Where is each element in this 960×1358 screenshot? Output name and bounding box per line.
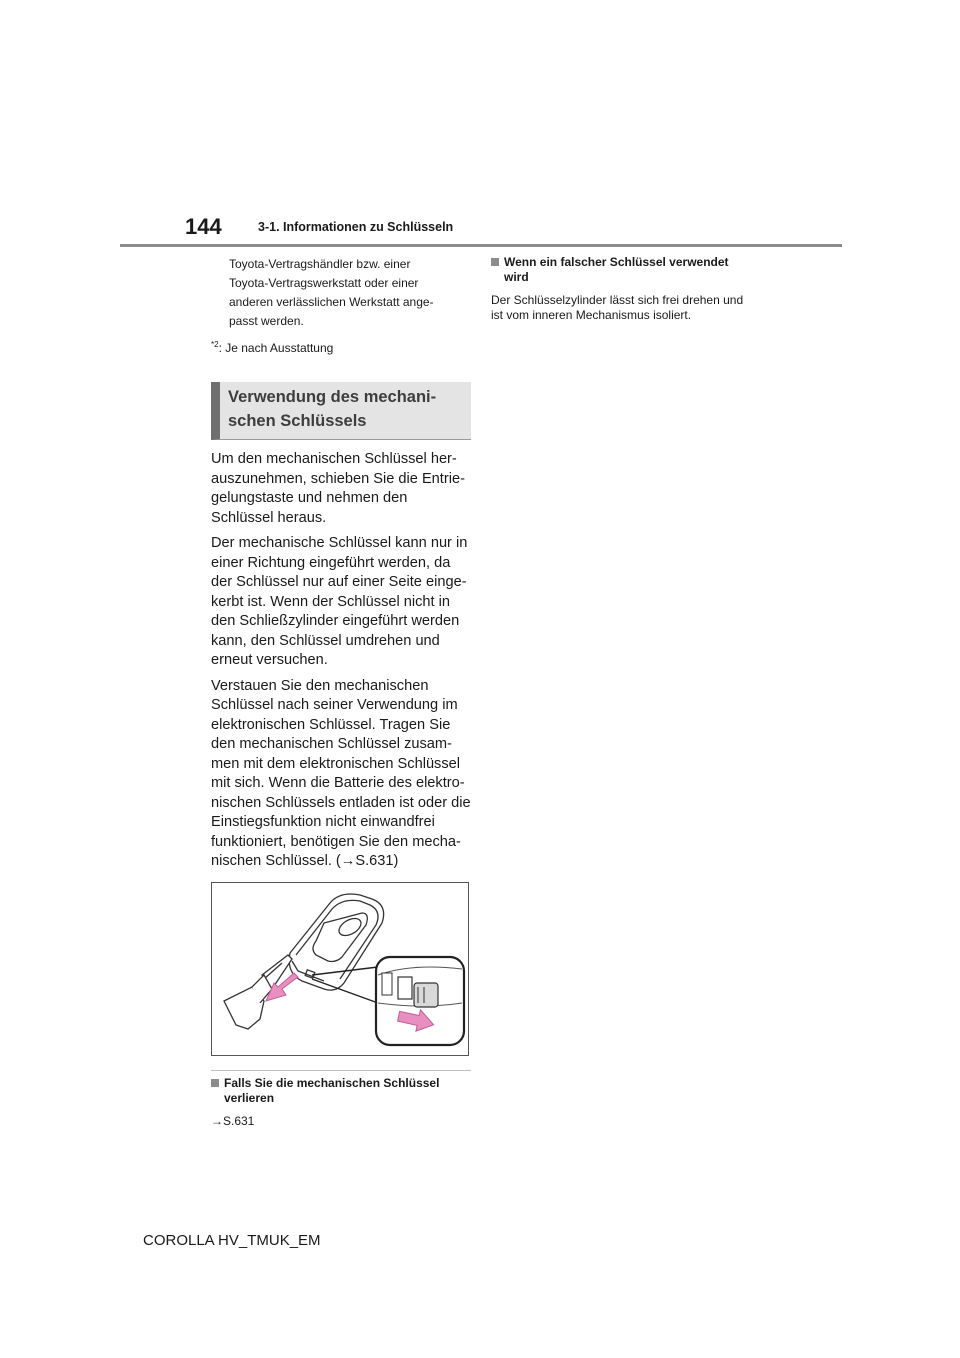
subsection-heading-text: Falls Sie die mechanischen Schlüssel verlieren <box>224 1075 440 1105</box>
electronic-key-icon <box>289 894 383 990</box>
subsection-text: →S.631 <box>211 1113 255 1128</box>
square-bullet-icon <box>491 258 499 266</box>
right-column <box>491 255 751 323</box>
key-illustration <box>211 882 469 1056</box>
subsection-heading-text: Wenn ein falscher Schlüssel verwendet wird <box>504 255 729 284</box>
body-text <box>211 450 471 872</box>
page-number: 144 <box>185 214 222 239</box>
footnote-line: Toyota-Vertragshändler bzw. einer <box>229 257 411 271</box>
section-title: 3-1. Informationen zu Schlüsseln <box>258 220 454 234</box>
footer-model: COROLLA HV_TMUK_EM <box>143 1232 321 1249</box>
subsection-text: Der Schlüsselzylinder lässt sich frei drehen und ist vom inneren Mechanismus isoliert. <box>491 293 744 322</box>
footnote-continuation <box>229 255 471 331</box>
square-bullet-icon <box>211 1079 219 1087</box>
footnote-text: : Je nach Ausstattung <box>218 341 334 355</box>
footnote-mark: *2 <box>211 340 219 349</box>
section-heading: Verwendung des mechani-schen Schlüssels <box>211 382 471 440</box>
paragraph: Der mechanische Schlüssel kann nur in einer Richtung eingeführt werden, da der Schlüssel nur auf einer Seite einge-kerbt ist. Wenn der Schlüssel nicht in den Schließzylinder eingeführt werden kann, den Schlüssel umdrehen und erneut versuchen. <box>211 535 468 668</box>
footnote <box>211 337 471 356</box>
paragraph: Verstauen Sie den mechanischen Schlüssel nach seiner Verwendung im elektronischen Schlüssel. Tragen Sie den mechanischen Schlüssel zusam-men mit dem elektronischen Schlüssel mit sich. Wenn die Batterie des elektro-nischen Schlüssels entladen ist oder die Einstiegsfunktion nicht einwandfrei funktioniert, benötigen Sie den mecha-nischen Schlüssel. (→S.631) <box>211 677 471 869</box>
paragraph: Um den mechanischen Schlüssel her-auszunehmen, schieben Sie die Entrie-gelungstaste und nehmen den Schlüssel heraus. <box>211 451 465 526</box>
left-column <box>211 255 471 1129</box>
header-rule <box>120 244 842 247</box>
zoom-detail <box>376 957 464 1045</box>
key-illustration-svg <box>212 883 468 1055</box>
footnote-line: Toyota-Vertragswerkstatt oder einer <box>229 276 419 290</box>
subsection-heading <box>211 1076 471 1106</box>
footnote-line: anderen verlässlichen Werkstatt ange- <box>229 295 434 309</box>
footnote-line: passt werden. <box>229 314 304 328</box>
subsection-rule <box>211 1070 471 1071</box>
subsection-heading <box>491 255 751 285</box>
